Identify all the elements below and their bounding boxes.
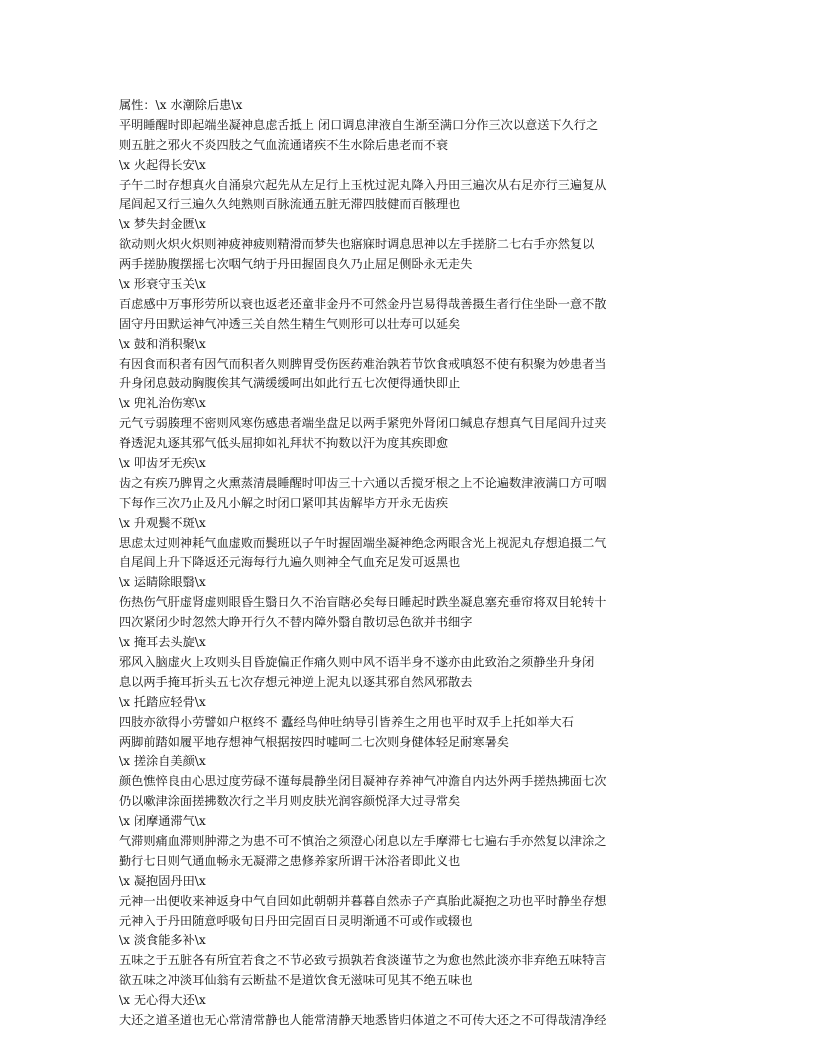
text-line: \x 淡食能多补\x — [119, 933, 206, 948]
text-line: \x 搓涂自美颜\x — [119, 754, 206, 769]
text-line: \x 无心得大还\x — [119, 993, 206, 1008]
text-line: 固守丹田默运神气冲透三关自然生精生气则形可以壮寿可以延矣 — [119, 316, 461, 331]
text-line: 伤热伤气肝虚肾虚则眼昏生翳日久不治盲瞎必矣每日睡起时跌坐凝息塞充垂帘将双目轮转十 — [119, 595, 607, 610]
text-line: 勤行七日则气通血畅永无凝滞之患修养家所谓干沐浴者即此义也 — [119, 853, 461, 868]
text-line: 平明睡醒时即起端坐凝神息虑舌抵上 闭口调息津液自生渐至满口分作三次以意送下久行之 — [119, 117, 599, 132]
text-line: 思虑太过则神耗气血虚败而鬓班以子午时握固端坐凝神绝念两眼含光上视泥丸存想追摄二气 — [119, 535, 607, 550]
text-line: 大还之道圣道也无心常清常静也人能常清静天地悉皆归体道之不可传大还之不可得哉清净经 — [119, 1012, 607, 1027]
text-line: 欲五味之冲淡耳仙翁有云断盐不是道饮食无滋味可见其不绝五味也 — [119, 973, 473, 988]
text-line: \x 火起得长安\x — [119, 157, 206, 172]
text-line: 子午二时存想真火自涌泉穴起先从左足行上玉枕过泥丸降入丹田三遍次从右足亦行三遍复从 — [119, 177, 607, 192]
text-line: 五味之于五脏各有所宜若食之不节必致亏损孰若食淡谨节之为愈也然此淡亦非弃绝五味特言 — [119, 953, 607, 968]
text-line: 尾闾起又行三遍久久纯熟则百脉流通五脏无滞四肢健而百骸理也 — [119, 197, 461, 212]
text-line: \x 运睛除眼翳\x — [119, 575, 206, 590]
text-line: \x 形衰守玉关\x — [119, 277, 206, 292]
text-line: 两手搓胁腹摆摇七次咽气纳于丹田握固良久乃止屈足侧卧永无走失 — [119, 257, 473, 272]
text-line: 邪风入脑虚火上攻则头目昏旋偏正作痛久则中风不语半身不遂亦由此致治之须静坐升身闭 — [119, 654, 595, 669]
text-line: \x 梦失封金匮\x — [119, 217, 206, 232]
text-line: 息以两手掩耳折头五七次存想元神逆上泥丸以逐其邪自然风邪散去 — [119, 674, 473, 689]
text-line: \x 托踏应轻骨\x — [119, 694, 206, 709]
text-line: 自尾闾上升下降返还元海每行九遍久则神全气血充足发可返黑也 — [119, 555, 461, 570]
text-line: 两脚前踏如履平地存想神气根据按四时嘘呵二七次则身健体轻足耐寒暑矣 — [119, 734, 509, 749]
text-line: 脊透泥丸逐其邪气低头屈抑如礼拜状不拘数以汗为度其疾即愈 — [119, 436, 449, 451]
text-line: 气滞则痛血滞则肿滞之为患不可不慎治之须澄心闭息以左手摩滞七七遍右手亦然复以津涂之 — [119, 833, 607, 848]
text-line: \x 凝抱固丹田\x — [119, 873, 206, 888]
document-page — [119, 96, 685, 1031]
text-line: 四次紧闭少时忽然大睁开行久不替内障外翳自散切忌色欲并书细字 — [119, 615, 473, 630]
text-line: 元神一出便收来神返身中气自回如此朝朝并暮暮自然赤子产真胎此凝抱之功也平时静坐存想 — [119, 893, 607, 908]
text-line: \x 升观鬓不斑\x — [119, 515, 206, 530]
text-line: 欲动则火炽火炽则神疲神疲则精滑而梦失也寤寐时调息思神以左手搓脐二七右手亦然复以 — [119, 237, 595, 252]
text-line: 有因食而积者有因气而积者久则脾胃受伤医药难治孰若节饮食戒嗔怒不使有积聚为妙患者当 — [119, 356, 607, 371]
text-line: \x 掩耳去头旋\x — [119, 635, 206, 650]
text-line: 元神入于丹田随意呼吸旬日丹田完固百日灵明渐通不可或作或辍也 — [119, 913, 473, 928]
text-line: 升身闭息鼓动胸腹俟其气满缓缓呵出如此行五七次便得通快即止 — [119, 376, 461, 391]
text-line: 仍以嗽津涂面搓拂数次行之半月则皮肤光润容颜悦泽大过寻常矣 — [119, 794, 461, 809]
text-line: \x 闭摩通滞气\x — [119, 814, 206, 829]
text-line: \x 鼓和消积聚\x — [119, 336, 206, 351]
text-line: 则五脏之邪火不炎四肢之气血流通诸疾不生水除后患老而不衰 — [119, 137, 449, 152]
text-line: 颜色憔悴良由心思过度劳碌不谨每晨静坐闭目凝神存养神气冲澹自内达外两手搓热拂面七次 — [119, 774, 607, 789]
text-line: 百虑感中万事形劳所以衰也返老还童非金丹不可然金丹岂易得哉善摄生者行住坐卧一意不散 — [119, 296, 607, 311]
text-line: \x 兜礼治伤寒\x — [119, 396, 206, 411]
text-line: 四肢亦欲得小劳譬如户枢终不 蠹经鸟伸吐纳导引皆养生之用也平时双手上托如举大石 — [119, 714, 574, 729]
text-line: 属性：\x 水潮除后患\x — [119, 98, 243, 112]
text-line: 元气亏弱腠理不密则风寒伤感患者端坐盘足以两手紧兜外肾闭口缄息存想真气目尾闾升过夹 — [119, 416, 607, 431]
text-line: 齿之有疾乃脾胃之火熏蒸清晨睡醒时叩齿三十六通以舌搅牙根之上不论遍数津液满口方可咽 — [119, 475, 607, 490]
text-line: \x 叩齿牙无疾\x — [119, 456, 206, 471]
text-line: 下每作三次乃止及凡小解之时闭口紧叩其齿解毕方开永无齿疾 — [119, 495, 449, 510]
